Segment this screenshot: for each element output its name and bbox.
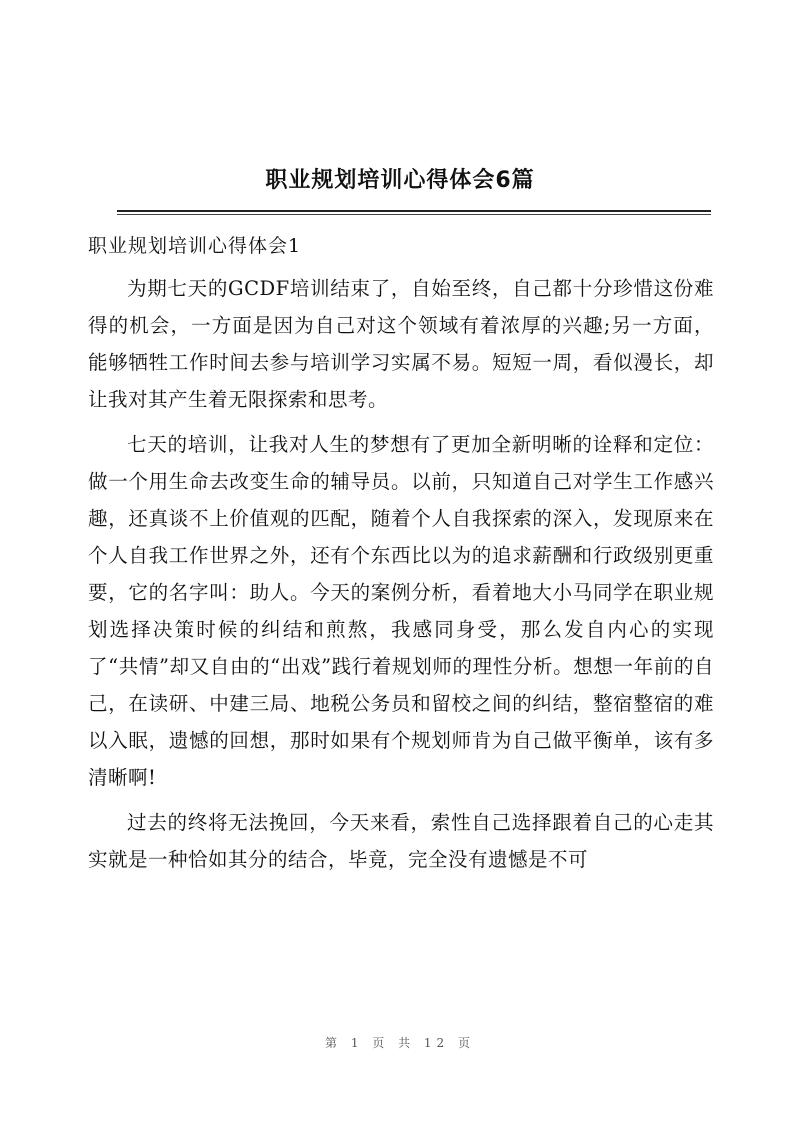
paragraph: 为期七天的GCDF培训结束了，自始至终，自己都十分珍惜这份难得的机会，一方面是因为自己对这个领域有着浓厚的兴趣;另一方面，能够牺牲工作时间去参与培训学习实属不易。短短一周，看似漫长，却让我对其产生着无限探索和思考。 xyxy=(88,277,714,411)
paragraph: 过去的终将无法挽回，今天来看，索性自己选择跟着自己的心走其实就是一种恰如其分的结合，毕竟，完全没有遗憾是不可 xyxy=(88,811,714,871)
title-divider-thin xyxy=(117,214,711,215)
section-heading: 职业规划培训心得体会1 xyxy=(88,235,302,257)
title-divider xyxy=(117,210,711,212)
paragraph: 七天的培训，让我对人生的梦想有了更加全新明晰的诠释和定位：做一个用生命去改变生命的辅导员。以前，只知道自己对学生工作感兴趣，还真谈不上价值观的匹配，随着个人自我探索的深入，发现原来在个人自我工作世界之外，还有个东西比以为的追求薪酬和行政级别更重要，它的名字叫：助人。今天的案例分析，看着地大小马同学在职业规划选择决策时候的纠结和煎熬，我感同身受，那么发自内心的实现了“共情”却又自由的“出戏”践行着规划师的理性分析。想想一年前的自己，在读研、中建三局、地税公务员和留校之间的纠结，整宿整宿的难以入眠，遗憾的回想，那时如果有个规划师肯为自己做平衡单，该有多清晰啊! xyxy=(88,433,714,789)
body-text xyxy=(88,270,714,886)
page-title: 职业规划培训心得体会6篇 xyxy=(265,168,535,193)
page-footer: 第 1 页 共 12 页 xyxy=(325,1036,475,1050)
